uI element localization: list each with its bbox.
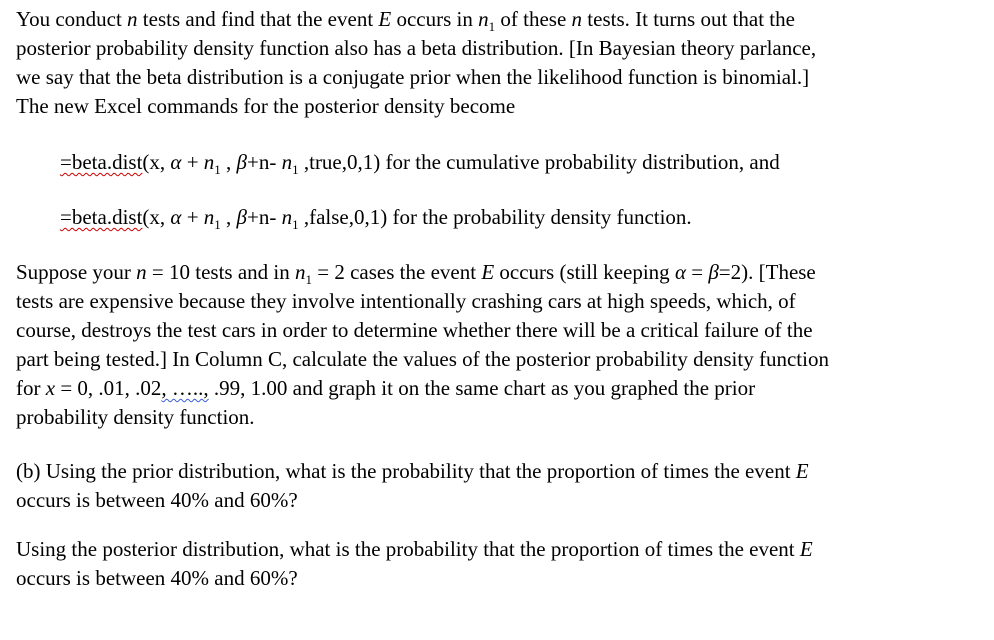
posterior-line-1	[16, 535, 986, 564]
var-E: E	[378, 7, 392, 31]
text: =	[685, 260, 709, 284]
text: occurs in	[391, 7, 479, 31]
subscript-1: 1	[488, 19, 496, 34]
text: Suppose your	[16, 260, 137, 284]
text: = 10 tests and in	[146, 260, 296, 284]
text: ,	[220, 150, 237, 174]
text: tests. It turns out that the	[582, 7, 795, 31]
ellipsis: , …..,	[161, 376, 209, 400]
text: Using the posterior distribution, what is the probability that the proportion of times the event	[16, 537, 800, 561]
text: You conduct	[16, 7, 128, 31]
intro-line-1	[16, 5, 986, 34]
text: +n-	[247, 150, 282, 174]
alpha-symbol: α	[170, 205, 182, 229]
var-n1: n	[281, 205, 293, 229]
suppose-paragraph	[16, 258, 986, 432]
intro-line-4: The new Excel commands for the posterior density become	[16, 94, 516, 118]
beta-symbol: β	[236, 150, 248, 174]
var-E: E	[481, 260, 495, 284]
formula-command: =beta.dist	[60, 150, 143, 174]
intro-paragraph	[16, 5, 986, 121]
beta-symbol: β	[236, 205, 248, 229]
formula-cumulative	[60, 148, 780, 177]
subscript-1: 1	[214, 217, 221, 232]
alpha-symbol: α	[674, 260, 686, 284]
var-n1: n	[478, 7, 489, 31]
text: occurs (still keeping	[494, 260, 675, 284]
text: tests and find that the event	[137, 7, 379, 31]
var-n1: n	[203, 150, 215, 174]
text: +	[181, 205, 204, 229]
var-n: n	[136, 260, 147, 284]
intro-line-2: posterior probability density function also has a beta distribution. [In Bayesian theory parlance,	[16, 36, 817, 60]
alpha-symbol: α	[170, 150, 182, 174]
suppose-line-5	[16, 374, 986, 403]
suppose-line-1	[16, 258, 986, 287]
text: (b) Using the prior distribution, what is the probability that the proportion of times the event	[16, 459, 796, 483]
subscript-1: 1	[292, 162, 299, 177]
var-E: E	[795, 459, 809, 483]
formula-density	[60, 203, 692, 232]
posterior-line-2: occurs is between 40% and 60%?	[16, 566, 298, 590]
var-n1: n	[281, 150, 293, 174]
var-n1: n	[203, 205, 215, 229]
part-b-line-1	[16, 457, 986, 486]
part-b-line-2: occurs is between 40% and 60%?	[16, 488, 298, 512]
var-n1: n	[295, 260, 306, 284]
text: for	[16, 376, 46, 400]
var-n: n	[127, 7, 138, 31]
posterior-question	[16, 535, 986, 593]
subscript-1: 1	[292, 217, 299, 232]
subscript-1: 1	[214, 162, 221, 177]
text: = 0, .01, .02	[55, 376, 162, 400]
intro-line-3: we say that the beta distribution is a conjugate prior when the likelihood function is binomial.]	[16, 65, 810, 89]
text: ,true,0,1) for the cumulative probability distribution, and	[298, 150, 780, 174]
text: ,	[220, 205, 237, 229]
text: .99, 1.00 and graph it on the same chart as you graphed the prior	[208, 376, 756, 400]
part-b-question	[16, 457, 986, 515]
beta-symbol: β	[708, 260, 719, 284]
var-n: n	[571, 7, 583, 31]
suppose-line-6: probability density function.	[16, 405, 255, 429]
suppose-line-4: part being tested.] In Column C, calculate the values of the posterior probability density function	[16, 347, 829, 371]
text: +	[181, 150, 204, 174]
text: of these	[495, 7, 572, 31]
text: (x,	[142, 150, 171, 174]
suppose-line-3: course, destroys the test cars in order to determine whether there will be a critical failure of the	[16, 318, 813, 342]
text: ,false,0,1) for the probability density function.	[298, 205, 692, 229]
var-x: x	[45, 376, 56, 400]
subscript-1: 1	[305, 272, 313, 287]
text: +n-	[247, 205, 282, 229]
formula-command: =beta.dist	[60, 205, 143, 229]
var-E: E	[799, 537, 813, 561]
text: (x,	[142, 205, 171, 229]
text: =2). [These	[718, 260, 816, 284]
suppose-line-2: tests are expensive because they involve intentionally crashing cars at high speeds, which, of	[16, 289, 796, 313]
text: = 2 cases the event	[312, 260, 482, 284]
